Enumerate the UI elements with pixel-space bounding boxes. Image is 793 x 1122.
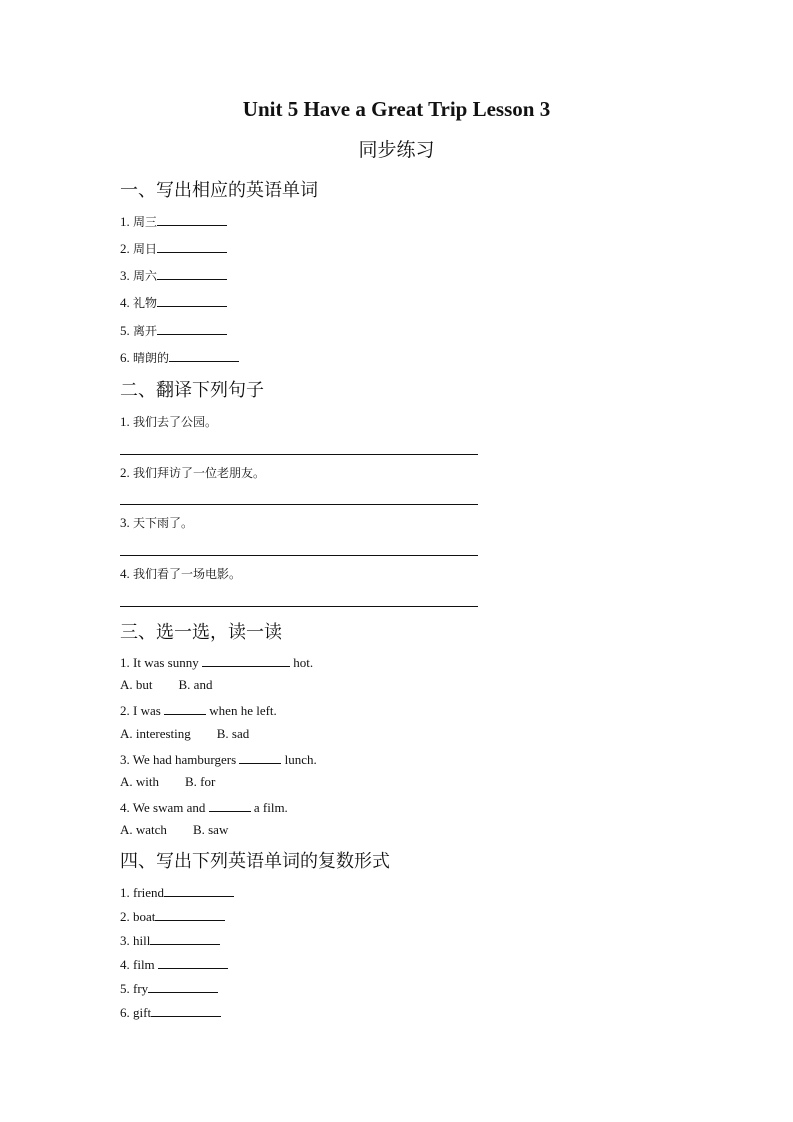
- question-text-end: a film.: [253, 800, 288, 815]
- answer-line[interactable]: [120, 606, 478, 607]
- option-b[interactable]: B. saw: [192, 822, 229, 837]
- item-prompt: 离开: [133, 324, 158, 338]
- page-subtitle: 同步练习: [358, 139, 435, 161]
- answer-blank[interactable]: [164, 883, 234, 897]
- plural-item: [120, 979, 218, 997]
- options-row: [120, 677, 212, 693]
- item-prompt: 4. film: [120, 957, 155, 972]
- item-prompt: 1. friend: [120, 885, 165, 900]
- translation-item: [120, 464, 265, 481]
- item-prompt: 6. gift: [120, 1005, 152, 1020]
- option-a[interactable]: A. interesting: [120, 726, 191, 741]
- answer-blank[interactable]: [150, 931, 220, 945]
- question-text: 1. It was sunny: [120, 655, 199, 670]
- item-prompt: 我们去了公园。: [133, 415, 218, 429]
- option-b[interactable]: B. and: [178, 677, 213, 692]
- vocab-item: [120, 348, 239, 366]
- option-b[interactable]: B. for: [185, 774, 216, 789]
- section-2-heading: 二、翻译下列句子: [120, 380, 264, 401]
- item-number: 2.: [120, 241, 130, 256]
- question-text: 3. We had hamburgers: [120, 752, 237, 767]
- item-number: 1.: [120, 214, 130, 229]
- translation-item: [120, 514, 193, 531]
- item-number: 5.: [120, 323, 130, 338]
- vocab-item: [120, 266, 227, 284]
- section-1-heading: 一、写出相应的英语单词: [120, 180, 318, 201]
- answer-blank[interactable]: [157, 266, 227, 280]
- item-prompt: 我们看了一场电影。: [133, 567, 242, 581]
- question-text-end: when he left.: [209, 703, 277, 718]
- answer-blank[interactable]: [169, 348, 239, 362]
- option-a[interactable]: A. watch: [120, 822, 167, 837]
- options-row: [120, 774, 215, 790]
- plural-item: [120, 955, 228, 973]
- vocab-item: [120, 321, 227, 339]
- question-text: 4. We swam and: [120, 800, 206, 815]
- item-number: 4.: [120, 566, 130, 581]
- question: [120, 750, 317, 768]
- item-prompt: 天下雨了。: [133, 516, 194, 530]
- plural-item: [120, 883, 234, 901]
- item-prompt: 周六: [133, 269, 158, 283]
- translation-item: [120, 413, 217, 430]
- item-prompt: 周三: [133, 215, 158, 229]
- item-number: 3.: [120, 515, 130, 530]
- item-number: 4.: [120, 295, 130, 310]
- answer-blank[interactable]: [155, 907, 225, 921]
- question: [120, 798, 288, 816]
- answer-blank[interactable]: [239, 750, 281, 764]
- answer-blank[interactable]: [202, 653, 290, 667]
- answer-line[interactable]: [120, 454, 478, 455]
- item-prompt: 礼物: [133, 296, 158, 310]
- answer-blank[interactable]: [151, 1003, 221, 1017]
- item-prompt: 晴朗的: [133, 351, 170, 365]
- item-number: 2.: [120, 465, 130, 480]
- question-text: 2. I was: [120, 703, 161, 718]
- answer-blank[interactable]: [164, 701, 206, 715]
- question-text-end: hot.: [293, 655, 314, 670]
- item-number: 3.: [120, 268, 130, 283]
- answer-blank[interactable]: [157, 212, 227, 226]
- question-text-end: lunch.: [284, 752, 317, 767]
- plural-item: [120, 931, 220, 949]
- question: [120, 701, 277, 719]
- item-prompt: 我们拜访了一位老朋友。: [133, 466, 266, 480]
- item-number: 1.: [120, 414, 130, 429]
- answer-blank[interactable]: [148, 979, 218, 993]
- answer-blank[interactable]: [209, 798, 251, 812]
- page-title: Unit 5 Have a Great Trip Lesson 3: [242, 97, 551, 121]
- options-row: [120, 822, 228, 838]
- answer-line[interactable]: [120, 555, 478, 556]
- section-3-heading: 三、选一选，读一读: [120, 622, 282, 643]
- answer-blank[interactable]: [157, 239, 227, 253]
- answer-line[interactable]: [120, 504, 478, 505]
- section-4-heading: 四、写出下列英语单词的复数形式: [120, 851, 390, 872]
- vocab-item: [120, 293, 227, 311]
- vocab-item: [120, 239, 227, 257]
- item-number: 6.: [120, 350, 130, 365]
- question: [120, 653, 313, 671]
- translation-item: [120, 565, 241, 582]
- option-a[interactable]: A. but: [120, 677, 153, 692]
- answer-blank[interactable]: [158, 955, 228, 969]
- plural-item: [120, 907, 225, 925]
- plural-item: [120, 1003, 221, 1021]
- item-prompt: 周日: [133, 242, 158, 256]
- option-a[interactable]: A. with: [120, 774, 159, 789]
- option-b[interactable]: B. sad: [216, 726, 250, 741]
- item-prompt: 5. fry: [120, 981, 149, 996]
- item-prompt: 2. boat: [120, 909, 156, 924]
- item-prompt: 3. hill: [120, 933, 151, 948]
- vocab-item: [120, 212, 227, 230]
- answer-blank[interactable]: [157, 321, 227, 335]
- options-row: [120, 726, 249, 742]
- answer-blank[interactable]: [157, 293, 227, 307]
